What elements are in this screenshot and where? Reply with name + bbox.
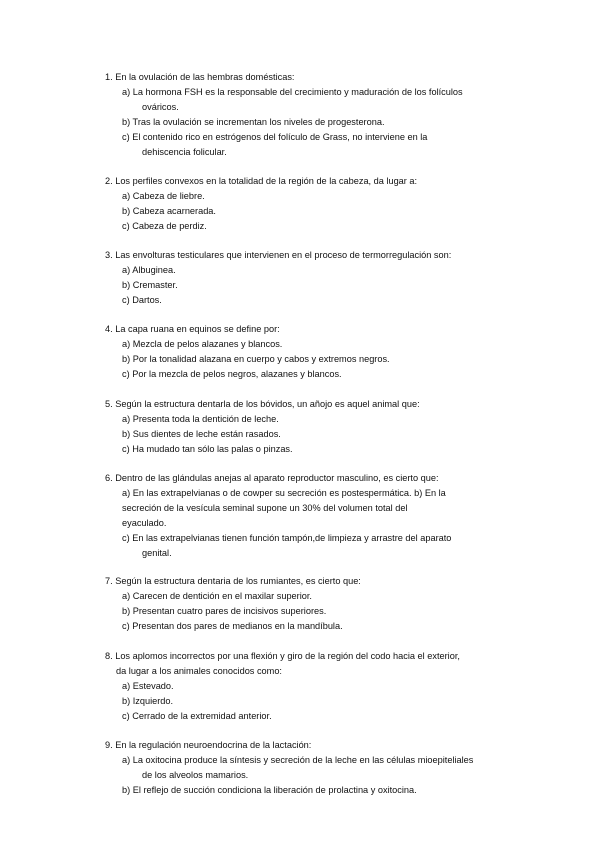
option-b: b) Sus dientes de leche están rasados. [122, 429, 281, 439]
option-b: b) Cremaster. [122, 280, 178, 290]
option-b: b) Presentan cuatro pares de incisivos superiores. [122, 606, 327, 616]
option-a: a) En las extrapelvianas o de cowper su secreción es postespermática. b) En la [122, 488, 446, 498]
option-c: c) Cabeza de perdiz. [122, 221, 207, 231]
question-5 [105, 397, 545, 457]
question-stem: 8. Los aplomos incorrectos por una flexión y giro de la región del codo hacia el exterior, [105, 651, 460, 661]
option-a: a) La hormona FSH es la responsable del crecimiento y maduración de los folículos [122, 87, 463, 97]
question-3 [105, 248, 545, 308]
option-a-continuation: de los alveolos mamarios. [142, 770, 249, 780]
question-stem: 3. Las envolturas testiculares que intervienen en el proceso de termorregulación son: [105, 250, 452, 260]
question-9 [105, 738, 545, 798]
question-stem: 5. Según la estructura dentarla de los bóvidos, un añojo es aquel animal que: [105, 399, 420, 409]
option-a-continuation: eyaculado. [122, 518, 167, 528]
option-b: b) Tras la ovulación se incrementan los niveles de progesterona. [122, 117, 385, 127]
option-c: c) Dartos. [122, 295, 162, 305]
option-a-continuation: ováricos. [142, 102, 179, 112]
option-c: c) Ha mudado tan sólo las palas o pinzas. [122, 444, 293, 454]
question-8 [105, 649, 545, 724]
question-6 [105, 471, 545, 561]
option-b: b) Cabeza acarnerada. [122, 206, 216, 216]
option-a: a) Presenta toda la dentición de leche. [122, 414, 279, 424]
option-c: c) Cerrado de la extremidad anterior. [122, 711, 272, 721]
question-stem-continuation: da lugar a los animales conocidos como: [116, 666, 282, 676]
option-c: c) El contenido rico en estrógenos del folículo de Grass, no interviene en la [122, 132, 428, 142]
question-7 [105, 574, 545, 634]
option-a: a) La oxitocina produce la síntesis y secreción de la leche en las células mioepiteliales [122, 755, 474, 765]
option-a: a) Cabeza de liebre. [122, 191, 205, 201]
question-stem: 9. En la regulación neuroendocrina de la lactación: [105, 740, 312, 750]
option-a-continuation: secreción de la vesícula seminal supone un 30% del volumen total del [122, 503, 408, 513]
option-a: a) Estevado. [122, 681, 174, 691]
question-stem: 4. La capa ruana en equinos se define por: [105, 324, 280, 334]
option-a: a) Mezcla de pelos alazanes y blancos. [122, 339, 283, 349]
option-c-continuation: genital. [142, 548, 172, 558]
option-c: c) Presentan dos pares de medianos en la mandíbula. [122, 621, 343, 631]
question-4 [105, 322, 545, 382]
option-a: a) Carecen de dentición en el maxilar superior. [122, 591, 312, 601]
question-stem: 1. En la ovulación de las hembras domésticas: [105, 72, 295, 82]
option-b: b) Por la tonalidad alazana en cuerpo y cabos y extremos negros. [122, 354, 390, 364]
question-1 [105, 70, 545, 160]
question-2 [105, 174, 545, 234]
option-b: b) El reflejo de succión condiciona la liberación de prolactina y oxitocina. [122, 785, 417, 795]
question-stem: 6. Dentro de las glándulas anejas al aparato reproductor masculino, es cierto que: [105, 473, 439, 483]
question-stem: 7. Según la estructura dentaria de los rumiantes, es cierto que: [105, 576, 361, 586]
option-c: c) Por la mezcla de pelos negros, alazanes y blancos. [122, 369, 342, 379]
option-c-continuation: dehiscencia folicular. [142, 147, 227, 157]
question-stem: 2. Los perfiles convexos en la totalidad de la región de la cabeza, da lugar a: [105, 176, 418, 186]
option-b: b) Izquierdo. [122, 696, 174, 706]
option-c: c) En las extrapelvianas tienen función tampón,de limpieza y arrastre del aparato [122, 533, 452, 543]
option-a: a) Albuginea. [122, 265, 176, 275]
